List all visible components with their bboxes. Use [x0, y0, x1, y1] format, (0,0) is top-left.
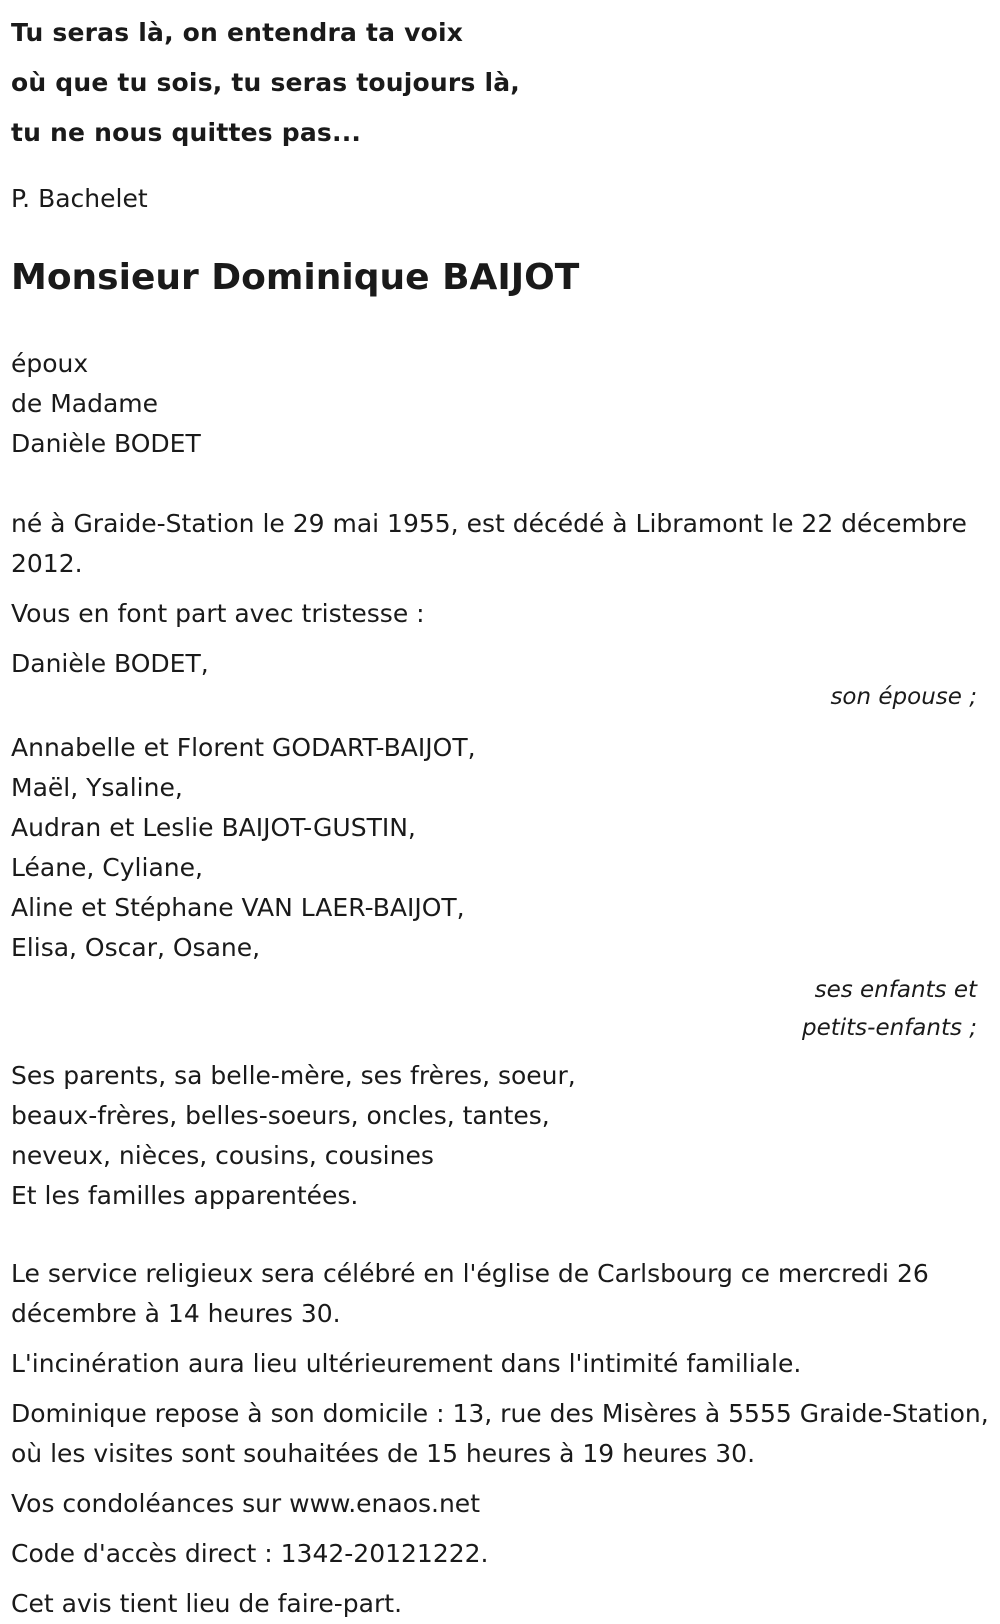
obituary-notice [11, 0, 989, 1624]
family-name-line: Aline et Stéphane VAN LAER-BAIJOT, [11, 893, 465, 922]
poem-line: Tu seras là, on entendra ta voix [11, 18, 464, 47]
closing-note: Cet avis tient lieu de faire-part. [11, 1589, 403, 1618]
spouse-group [11, 644, 989, 710]
poem-line: tu ne nous quittes pas... [11, 118, 362, 147]
family-name-line: Et les familles apparentées. [11, 1181, 359, 1210]
resting-info: Dominique repose à son domicile : 13, rue des Misères à 5555 Graide-Station, où les visites sont souhaitées de 15 heures à 19 heures 30. [11, 1399, 989, 1468]
access-code: Code d'accès direct : 1342-20121222. [11, 1539, 489, 1568]
poem [11, 8, 989, 158]
extended-family [11, 1056, 989, 1216]
family-name-line: Danièle BODET, [11, 649, 209, 678]
family-name-line: neveux, nièces, cousins, cousines [11, 1141, 434, 1170]
family-name-line: Audran et Leslie BAIJOT-GUSTIN, [11, 813, 416, 842]
cremation-info: L'incinération aura lieu ultérieurement dans l'intimité familiale. [11, 1349, 802, 1378]
family-name-line: Ses parents, sa belle-mère, ses frères, soeur, [11, 1061, 576, 1090]
family-name-line: Léane, Cyliane, [11, 853, 203, 882]
spouse-line: Danièle BODET [11, 429, 201, 458]
announcement-intro: Vous en font part avec tristesse : [11, 599, 425, 628]
relation-label: son épouse ; [830, 684, 977, 710]
spouse-line: époux [11, 349, 89, 378]
family-name-line: Maël, Ysaline, [11, 773, 183, 802]
poem-line: où que tu sois, tu seras toujours là, [11, 68, 520, 97]
condolences-info: Vos condoléances sur www.enaos.net [11, 1489, 480, 1518]
children-group [11, 728, 989, 1048]
deceased-name: Monsieur Dominique BAIJOT [11, 257, 580, 298]
service-info: Le service religieux sera célébré en l'église de Carlsbourg ce mercredi 26 décembre à 14 heures 30. [11, 1259, 929, 1328]
spouse-info [11, 344, 989, 464]
family-name-line: Annabelle et Florent GODART-BAIJOT, [11, 733, 476, 762]
poem-author: P. Bachelet [11, 184, 148, 213]
birth-death-text: né à Graide-Station le 29 mai 1955, est décédé à Libramont le 22 décembre 2012. [11, 509, 967, 578]
family-name-line: Elisa, Oscar, Osane, [11, 933, 261, 962]
family-name-line: beaux-frères, belles-soeurs, oncles, tantes, [11, 1101, 550, 1130]
spouse-line: de Madame [11, 389, 159, 418]
relation-label: petits-enfants ; [801, 1015, 977, 1041]
relation-label: ses enfants et [814, 977, 977, 1003]
